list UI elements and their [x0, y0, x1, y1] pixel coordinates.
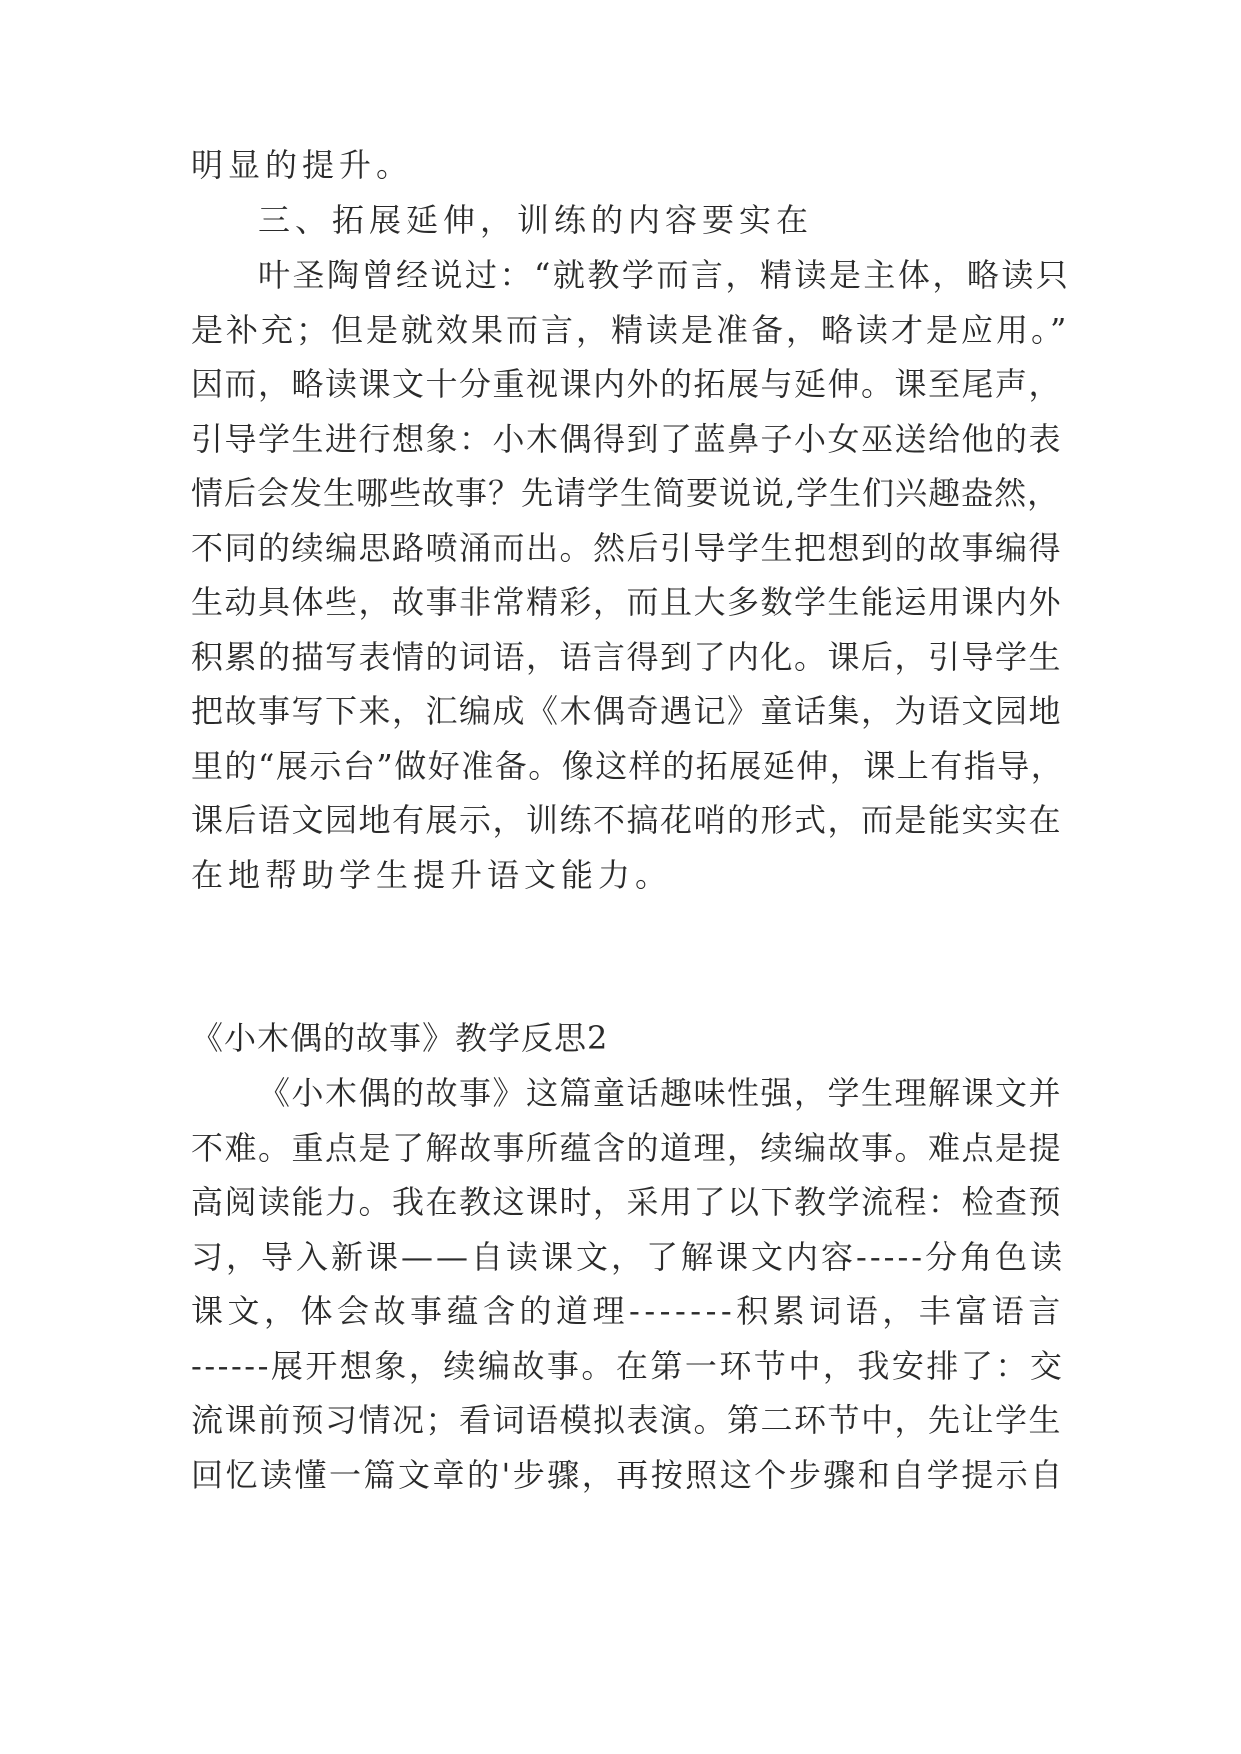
paragraph-line: 是补充；但是就效果而言，精读是准备，略读才是应用。”	[191, 311, 1070, 349]
paragraph-line: 引导学生进行想象：小木偶得到了蓝鼻子小女巫送给他的表	[191, 420, 1063, 458]
paragraph-line: 因而，略读课文十分重视课内外的拓展与延伸。课至尾声，	[191, 365, 1063, 403]
paragraph-line: 《小木偶的故事》这篇童话趣味性强，学生理解课文并	[258, 1074, 1063, 1112]
paragraph-line: 不同的续编思路喷涌而出。然后引导学生把想到的故事编得	[191, 529, 1063, 567]
paragraph-line: 课后语文园地有展示，训练不搞花哨的形式，而是能实实在	[191, 801, 1063, 839]
paragraph-line: 生动具体些，故事非常精彩，而且大多数学生能运用课内外	[191, 583, 1063, 621]
paragraph-line: 课文，体会故事蕴含的道理-------积累词语，丰富语言	[191, 1292, 1065, 1330]
paragraph-line: 明显的提升。	[191, 146, 414, 184]
paragraph-line: 在地帮助学生提升语文能力。	[191, 856, 673, 894]
paragraph-line: 把故事写下来，汇编成《木偶奇遇记》童话集，为语文园地	[191, 692, 1063, 730]
paragraph-line: 不难。重点是了解故事所蕴含的道理，续编故事。难点是提	[191, 1129, 1063, 1167]
paragraph-line: 高阅读能力。我在教这课时，采用了以下教学流程：检查预	[191, 1183, 1063, 1221]
article-title: 《小木偶的故事》教学反思2	[191, 1019, 609, 1057]
paragraph-line: 流课前预习情况；看词语模拟表演。第二环节中，先让学生	[191, 1401, 1063, 1439]
paragraph-line: 习，导入新课——自读课文，了解课文内容-----分角色读	[191, 1238, 1066, 1276]
paragraph-line: 里的“展示台”做好准备。像这样的拓展延伸，课上有指导，	[191, 747, 1065, 785]
paragraph-line: 回忆读懂一篇文章的'步骤，再按照这个步骤和自学提示自	[191, 1456, 1065, 1494]
paragraph-line: 情后会发生哪些故事？先请学生简要说说,学生们兴趣盎然，	[191, 474, 1061, 512]
paragraph-line: 积累的描写表情的词语，语言得到了内化。课后，引导学生	[191, 638, 1063, 676]
paragraph-line: ------展开想象，续编故事。在第一环节中，我安排了：交	[191, 1347, 1065, 1385]
paragraph-line: 叶圣陶曾经说过：“就教学而言，精读是主体，略读只	[258, 256, 1071, 294]
section-heading: 三、拓展延伸，训练的内容要实在	[258, 201, 814, 239]
